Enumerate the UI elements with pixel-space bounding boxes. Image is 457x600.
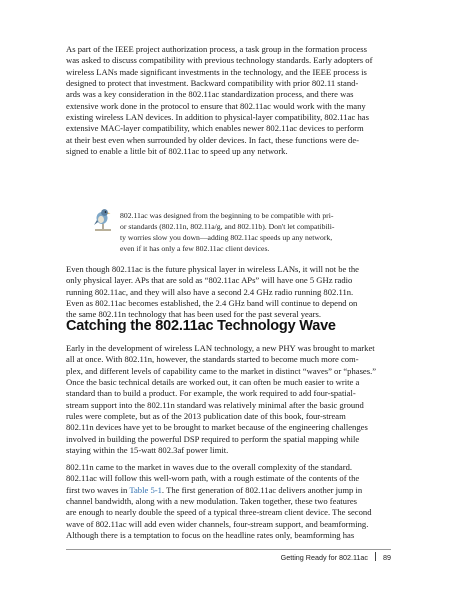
- text-line: stream support into the 802.11n standard was relatively minimal after the basic ground: [66, 399, 364, 410]
- text-line: Although there is a temptation to focus on the headline rates only, beamforming has: [66, 530, 355, 541]
- text-line: 802.11n came to the market in waves due to the overall complexity of the standard.: [66, 462, 353, 472]
- text-line: running 802.11ac, and they will also have a second 2.4 GHz radio running 802.11n.: [66, 286, 354, 297]
- text-line: all at once. With 802.11n, however, the standards started to become much more com-: [66, 354, 359, 365]
- text-line: existing wireless LAN devices. In addition to physical-layer compatibility, 802.11ac has: [66, 112, 369, 123]
- section-heading: Catching the 802.11ac Technology Wave: [66, 318, 336, 334]
- text-line: 802.11ac was designed from the beginning to be compatible with pri-: [120, 211, 334, 220]
- text-line: channel bandwidth, along with a new modulation. Taken together, these two features: [66, 496, 357, 507]
- text-line: ards was a key consideration in the 802.11ac standardization process, and there was: [66, 89, 354, 100]
- text-line: Even as 802.11ac becomes established, the 2.4 GHz band will continue to depend on: [66, 298, 358, 309]
- text-line: 802.11n devices have yet to be brought to market because of the engineering challenges: [66, 422, 368, 433]
- text-line: Once the basic technical details are worked out, it can often be much easier to write a: [66, 377, 360, 388]
- text-line: Early in the development of wireless LAN technology, a new PHY was brought to market: [66, 343, 375, 353]
- text-line: standard than to build a product. For example, the work required to add four-spatial-: [66, 388, 356, 399]
- text-line: staying within the 15-watt 802.3af power limit.: [66, 445, 229, 456]
- bird-tip-icon: [92, 206, 114, 232]
- text-line: rules were complete, but as of the 2013 publication date of this book, four-stream: [66, 411, 346, 422]
- text-line: at their best even when surrounded by older devices. In fact, these functions were de-: [66, 134, 360, 145]
- text-line: only physical layer. APs that are sold as “802.11ac APs” will have one 5 GHz radio: [66, 275, 353, 286]
- text-line: [66, 485, 390, 496]
- text-line: designed to protect that investment. Backward compatibility with prior 802.11 stand-: [66, 78, 359, 89]
- intro-paragraph: [66, 44, 390, 157]
- page-footer: [281, 552, 391, 562]
- table-5-1-link[interactable]: Table 5-1: [129, 484, 162, 495]
- text-line: Even though 802.11ac is the future physical layer in wireless LANs, it will not be the: [66, 264, 359, 274]
- text-line: are enough to nearly double the speed of a typical three-stream client device. The second: [66, 507, 372, 518]
- text-line: or standards (802.11n, 802.11a/g, and 802.11b). Don't let compatibili-: [120, 222, 335, 231]
- physical-layer-paragraph: [66, 264, 390, 321]
- text-line: signed to enable a little bit of 802.11ac to speed up any network.: [66, 146, 288, 157]
- text-line: 802.11ac will follow this well-worn path, with a rough estimate of the contents of the: [66, 473, 360, 484]
- footer-separator: [375, 552, 376, 561]
- text-fragment: first two waves in: [66, 484, 130, 495]
- waves-paragraph: [66, 343, 390, 456]
- text-line: plex, and different levels of capability came to the market in distinct “waves” or “phases.”: [66, 365, 377, 376]
- tip-note: [92, 206, 382, 256]
- text-line: wireless LANs made significant investments in the technology, and the IEEE process is: [66, 66, 367, 77]
- footer-divider: [66, 549, 391, 550]
- text-line: extensive work done in the protocol to ensure that 802.11ac would work with the many: [66, 100, 366, 111]
- page-number: 89: [383, 553, 391, 562]
- footer-section-title: Getting Ready for 802.11ac: [280, 553, 368, 562]
- generations-paragraph: [66, 462, 390, 541]
- text-line: the same 802.11n technology that has been used for the past several years.: [66, 309, 322, 320]
- tip-note-text: [120, 210, 382, 254]
- text-fragment: . The first generation of 802.11ac delivers another jump in: [161, 484, 363, 495]
- text-line: ty worries slow you down—adding 802.11ac speeds up any network,: [120, 233, 333, 242]
- text-line: extensive MAC-layer compatibility, which enables newer 802.11ac devices to perform: [66, 123, 364, 134]
- text-line: wave of 802.11ac will add even wider channels, four-stream support, and beamforming.: [66, 518, 369, 529]
- text-line: As part of the IEEE project authorization process, a task group in the formation process: [66, 44, 367, 54]
- text-line: was asked to discuss compatibility with previous technology standards. Early adopters of: [66, 55, 373, 66]
- text-line: even if it has only a few 802.11ac client devices.: [120, 244, 270, 253]
- text-line: involved in building the powerful DSP required to perform the spatial mapping while: [66, 433, 360, 444]
